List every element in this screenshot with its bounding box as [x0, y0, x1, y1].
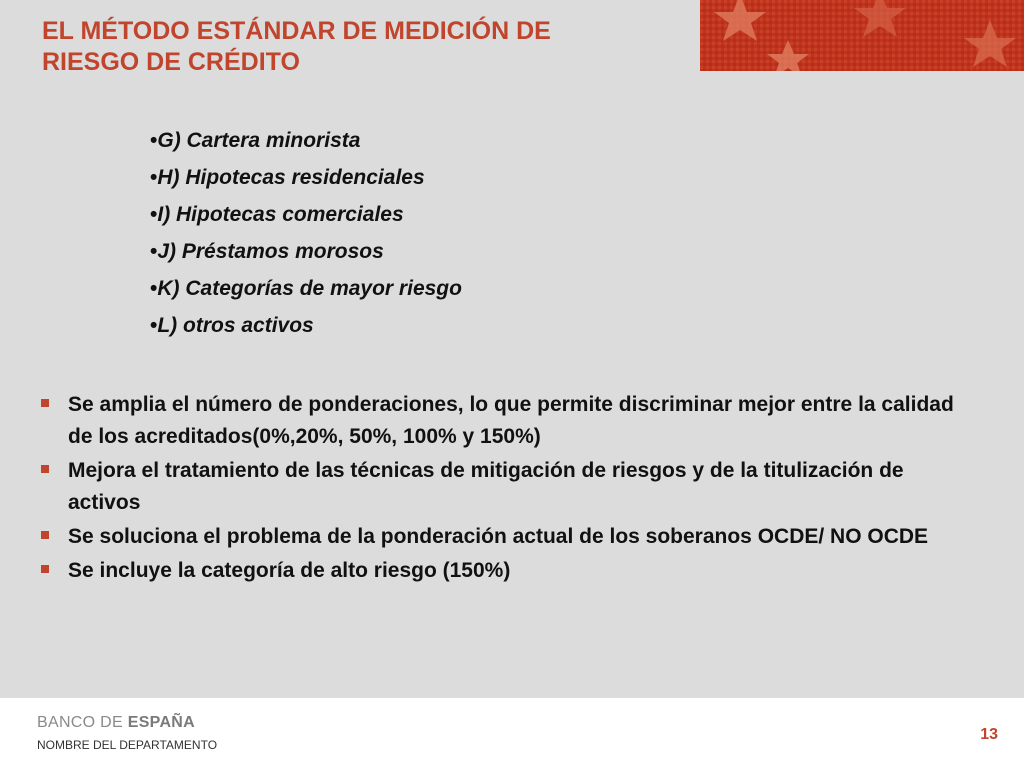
list-item: •H) Hipotecas residenciales [150, 166, 425, 189]
list-item: Se soluciona el problema de la ponderación actual de los soberanos OCDE/ NO OCDE [40, 521, 980, 553]
main-bullet-list [40, 389, 980, 589]
logo-text-espana: ESPAÑA [127, 714, 196, 731]
department-name: NOMBRE DEL DEPARTAMENTO [37, 738, 218, 752]
logo-text-banco-de: BANCO DE [37, 714, 128, 731]
flag-banner-graphic [700, 0, 1024, 71]
bullet-dot-icon: • [150, 314, 158, 337]
square-bullet-icon [41, 565, 49, 573]
list-item: •I) Hipotecas comerciales [150, 203, 404, 226]
list-item: •K) Categorías de mayor riesgo [150, 277, 462, 300]
slide-title [42, 16, 682, 78]
slide-title-line-2: RIESGO DE CRÉDITO [42, 48, 300, 76]
sub-category-list [150, 126, 462, 348]
flag-banner-image [700, 0, 1024, 71]
square-bullet-icon [41, 399, 49, 407]
square-bullet-icon [41, 465, 49, 473]
bullet-dot-icon: • [150, 129, 158, 152]
page-number: 13 [980, 726, 998, 743]
list-item: •J) Préstamos morosos [150, 240, 384, 263]
list-item: •L) otros activos [150, 314, 314, 337]
bullet-dot-icon: • [150, 166, 158, 189]
bullet-dot-icon: • [150, 240, 158, 263]
list-item: •G) Cartera minorista [150, 129, 361, 152]
square-bullet-icon [41, 531, 49, 539]
slide-title-line-1: EL MÉTODO ESTÁNDAR DE MEDICIÓN DE [42, 17, 551, 45]
list-item: Se incluye la categoría de alto riesgo (150%) [40, 555, 980, 587]
banco-de-espana-logo [37, 714, 195, 732]
footer [0, 698, 1024, 768]
bullet-dot-icon: • [150, 203, 158, 226]
list-item: Mejora el tratamiento de las técnicas de mitigación de riesgos y de la titulización de activos [40, 455, 980, 519]
list-item: Se amplia el número de ponderaciones, lo que permite discriminar mejor entre la calidad de los acreditados(0%,20%, 50%, 100% y 150%) [40, 389, 980, 453]
bullet-dot-icon: • [150, 277, 158, 300]
